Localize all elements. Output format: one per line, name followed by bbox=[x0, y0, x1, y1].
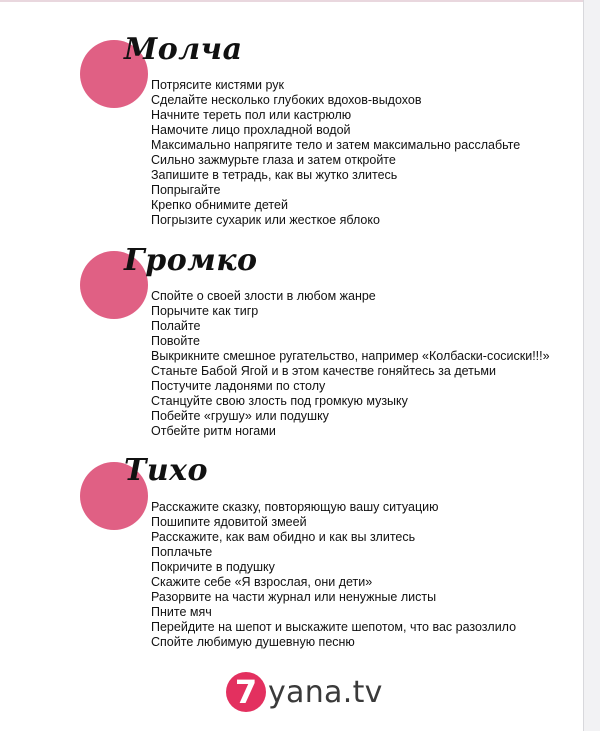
list-item: Постучите ладонями по столу bbox=[151, 379, 326, 393]
list-item: Отбейте ритм ногами bbox=[151, 424, 276, 438]
list-item: Побейте «грушу» или подушку bbox=[151, 409, 329, 423]
list-item: Пошипите ядовитой змеей bbox=[151, 515, 307, 529]
list-item: Спойте любимую душевную песню bbox=[151, 635, 355, 649]
list-item: Спойте о своей злости в любом жанре bbox=[151, 289, 376, 303]
list-item: Намочите лицо прохладной водой bbox=[151, 123, 351, 137]
list-item: Порычите как тигр bbox=[151, 304, 259, 318]
list-item: Погрызите сухарик или жесткое яблоко bbox=[151, 213, 380, 227]
list-item: Расскажите сказку, повторяющую вашу ситуацию bbox=[151, 500, 439, 514]
list-item: Поплачьте bbox=[151, 545, 213, 559]
tips-list bbox=[151, 500, 516, 650]
site-logo bbox=[226, 669, 383, 715]
list-item: Потрясите кистями рук bbox=[151, 78, 284, 92]
list-item: Пните мяч bbox=[151, 605, 212, 619]
list-item: Перейдите на шепот и выскажите шепотом, что вас разозлило bbox=[151, 620, 517, 634]
section-title: Тихо bbox=[124, 453, 209, 488]
list-item: Запишите в тетрадь, как вы жутко злитесь bbox=[151, 168, 398, 182]
list-item: Полайте bbox=[151, 319, 201, 333]
list-item: Станцуйте свою злость под громкую музыку bbox=[151, 394, 408, 408]
list-item: Максимально напрягите тело и затем максимально расслабьте bbox=[151, 138, 521, 152]
list-item: Сильно зажмурьте глаза и затем откройте bbox=[151, 153, 396, 167]
logo-text: yana.tv bbox=[268, 674, 383, 710]
list-item: Скажите себе «Я взрослая, они дети» bbox=[151, 575, 373, 589]
logo-seven-icon: 7 bbox=[226, 672, 266, 712]
section-title: Молча bbox=[124, 32, 243, 67]
tips-list bbox=[151, 78, 520, 228]
list-item: Выкрикните смешное ругательство, например «Колбаски-сосиски!!!» bbox=[151, 349, 550, 363]
section-title: Громко bbox=[124, 243, 258, 278]
tips-list bbox=[151, 289, 550, 439]
list-item: Попрыгайте bbox=[151, 183, 221, 197]
page-top-edge bbox=[0, 0, 583, 2]
list-item: Разорвите на части журнал или ненужные листы bbox=[151, 590, 437, 604]
list-item: Расскажите, как вам обидно и как вы злитесь bbox=[151, 530, 416, 544]
list-item: Сделайте несколько глубоких вдохов-выдохов bbox=[151, 93, 422, 107]
list-item: Крепко обнимите детей bbox=[151, 198, 288, 212]
list-item: Станьте Бабой Ягой и в этом качестве гоняйтесь за детьми bbox=[151, 364, 496, 378]
list-item: Покричите в подушку bbox=[151, 560, 275, 574]
list-item: Начните тереть пол или кастрюлю bbox=[151, 108, 352, 122]
list-item: Повойте bbox=[151, 334, 200, 348]
